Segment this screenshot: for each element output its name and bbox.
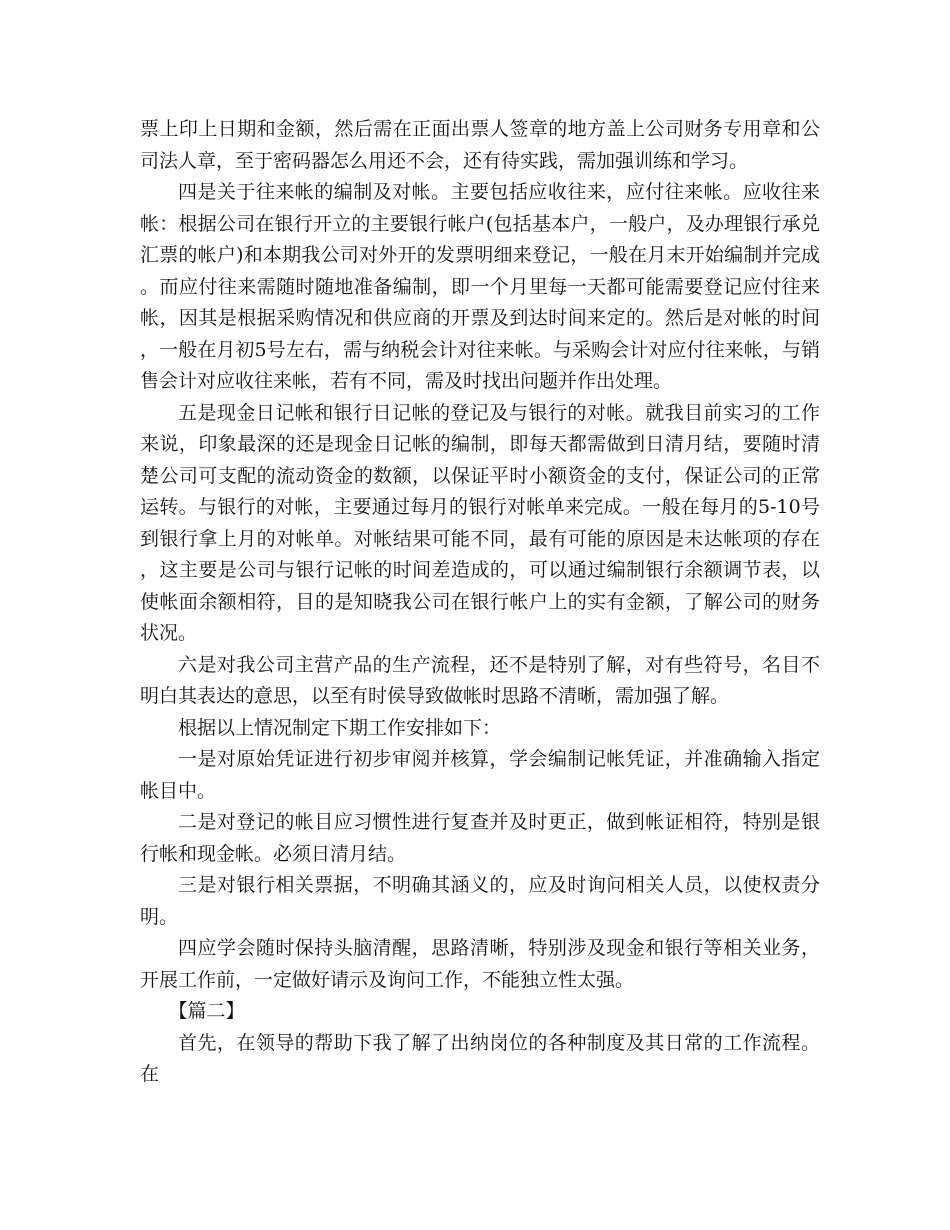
paragraph-plan-intro: 根据以上情况制定下期工作安排如下： (178, 716, 502, 739)
paragraph-plan-1: 一是对原始凭证进行初步审阅并核算，学会编制记帐凭证，并准确输入指定帐目中。 (140, 748, 820, 802)
paragraph-item-4: 四是关于往来帐的编制及对帐。主要包括应收往来，应付往来帐。应收往来帐：根据公司在银行开立的主要银行帐户(包括基本户，一般户，及办理银行承兑汇票的帐户)和本期我公司对外开的发票明细来登记，一般在月末开始编制并完成。而应付往来需随时随地准备编制，即一个月里每一天都可能需要登记应付往来帐，因其是根据采购情况和供应商的开票及到达时间来定的。然后是对帐的时间，一般在月初5号左右，需与纳税会计对往来帐。与采购会计对应付往来帐，与销售会计对应收往来帐，若有不同，需及时找出问题并作出处理。 (140, 181, 820, 392)
paragraph-section-start: 首先，在领导的帮助下我了解了出纳岗位的各种制度及其日常的工作流程。在 (140, 1031, 820, 1085)
document-body (140, 114, 820, 1091)
paragraph-plan-4: 四应学会随时保持头脑清醒，思路清晰，特别涉及现金和银行等相关业务，开展工作前，一定做好请示及询问工作，不能独立性太强。 (140, 937, 820, 991)
paragraph-plan-2: 二是对登记的帐目应习惯性进行复查并及时更正，做到帐证相符，特别是银行帐和现金帐。必须日清月结。 (140, 811, 820, 865)
section-heading: 【篇二】 (168, 1000, 245, 1022)
paragraph-item-6: 六是对我公司主营产品的生产流程，还不是特别了解，对有些符号，名目不明白其表达的意思，以至有时侯导致做帐时思路不清晰，需加强了解。 (140, 653, 820, 707)
paragraph-plan-3: 三是对银行相关票据，不明确其涵义的，应及时询问相关人员，以使权责分明。 (140, 874, 820, 928)
paragraph-continuation: 票上印上日期和金额，然后需在正面出票人签章的地方盖上公司财务专用章和公司法人章，至于密码器怎么用还不会，还有待实践，需加强训练和学习。 (140, 118, 820, 172)
paragraph-item-5: 五是现金日记帐和银行日记帐的登记及与银行的对帐。就我目前实习的工作来说，印象最深的还是现金日记帐的编制，即每天都需做到日清月结，要随时清楚公司可支配的流动资金的数额，以保证平时小额资金的支付，保证公司的正常运转。与银行的对帐，主要通过每月的银行对帐单来完成。一般在每月的5-10号到银行拿上月的对帐单。对帐结果可能不同，最有可能的原因是未达帐项的存在，这主要是公司与银行记帐的时间差造成的，可以通过编制银行余额调节表，以使帐面余额相符，目的是知晓我公司在银行帐户上的实有金额，了解公司的财务状况。 (140, 401, 820, 644)
